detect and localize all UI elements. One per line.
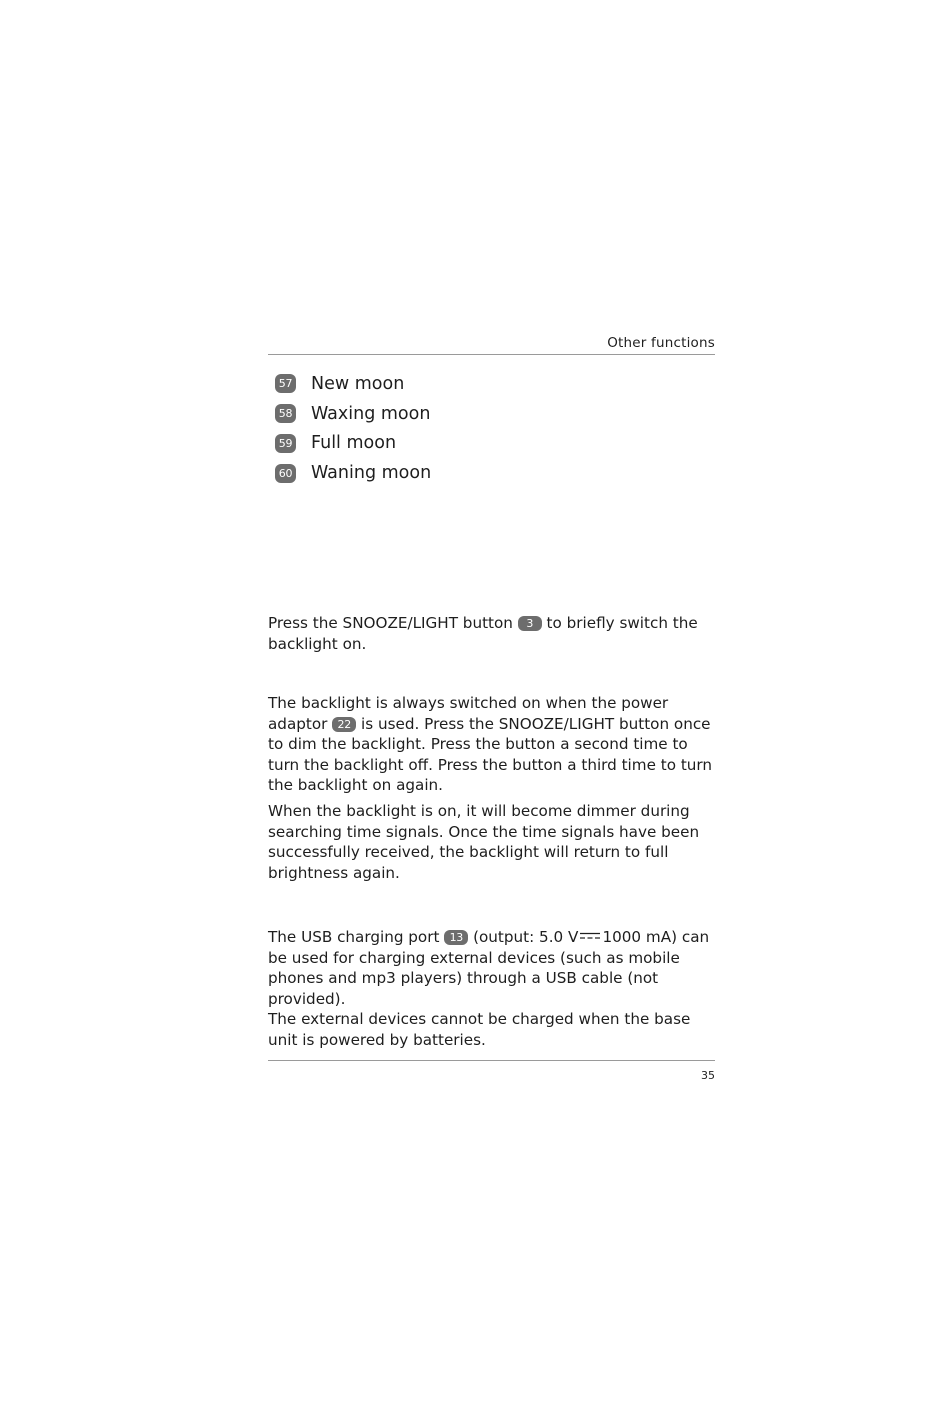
paragraph-text: The external devices cannot be charged when the base unit is powered by batteries. bbox=[268, 1010, 691, 1049]
paragraph-text: is used. Press the SNOOZE/LIGHT button once to dim the backlight. Press the button a second time to turn the backlight off. Press the button a third time to turn the backlight on again. bbox=[268, 714, 713, 794]
paragraph-text: (output: 5.0 V bbox=[468, 928, 579, 946]
backlight-dimming-paragraph: When the backlight is on, it will become dimmer during searching time signals. Once the time signals have been successfully received, the backlight will return to full brightness again. bbox=[268, 802, 700, 882]
paragraph-text: to briefly switch the backlight on. bbox=[268, 614, 698, 653]
legend-label: Full moon bbox=[311, 433, 397, 454]
legend-label: New moon bbox=[311, 373, 405, 394]
reference-number-badge: 3 bbox=[518, 616, 542, 631]
page-number: 35 bbox=[701, 1069, 715, 1082]
reference-number-badge: 60 bbox=[275, 464, 296, 483]
section-title: Other functions bbox=[607, 335, 715, 351]
footer-divider bbox=[268, 1060, 715, 1061]
legend-item-new-moon bbox=[275, 369, 431, 399]
reference-number-badge: 13 bbox=[444, 930, 468, 945]
moon-phase-legend bbox=[275, 369, 431, 488]
header-divider bbox=[268, 354, 715, 355]
usb-charging-paragraph bbox=[268, 927, 720, 1050]
legend-item-full-moon bbox=[275, 429, 431, 459]
legend-item-waxing-moon bbox=[275, 399, 431, 429]
reference-number-badge: 57 bbox=[275, 374, 296, 393]
reference-number-badge: 22 bbox=[332, 717, 356, 732]
legend-item-waning-moon bbox=[275, 458, 431, 488]
direct-current-icon bbox=[580, 932, 600, 940]
paragraph-text: Press the SNOOZE/LIGHT button bbox=[268, 614, 518, 632]
backlight-adaptor-paragraph bbox=[268, 693, 720, 796]
reference-number-badge: 59 bbox=[275, 434, 296, 453]
backlight-battery-paragraph bbox=[268, 613, 720, 654]
paragraph-text: The backlight is always switched on when the power adaptor bbox=[268, 694, 669, 733]
reference-number-badge: 58 bbox=[275, 404, 296, 423]
paragraph-text: The USB charging port bbox=[268, 928, 445, 946]
legend-label: Waxing moon bbox=[311, 403, 431, 424]
legend-label: Waning moon bbox=[311, 463, 432, 484]
paragraph-text: 1000 mA) can be used for charging external devices (such as mobile phones and mp3 players) through a USB cable (not provided). bbox=[268, 928, 710, 1008]
